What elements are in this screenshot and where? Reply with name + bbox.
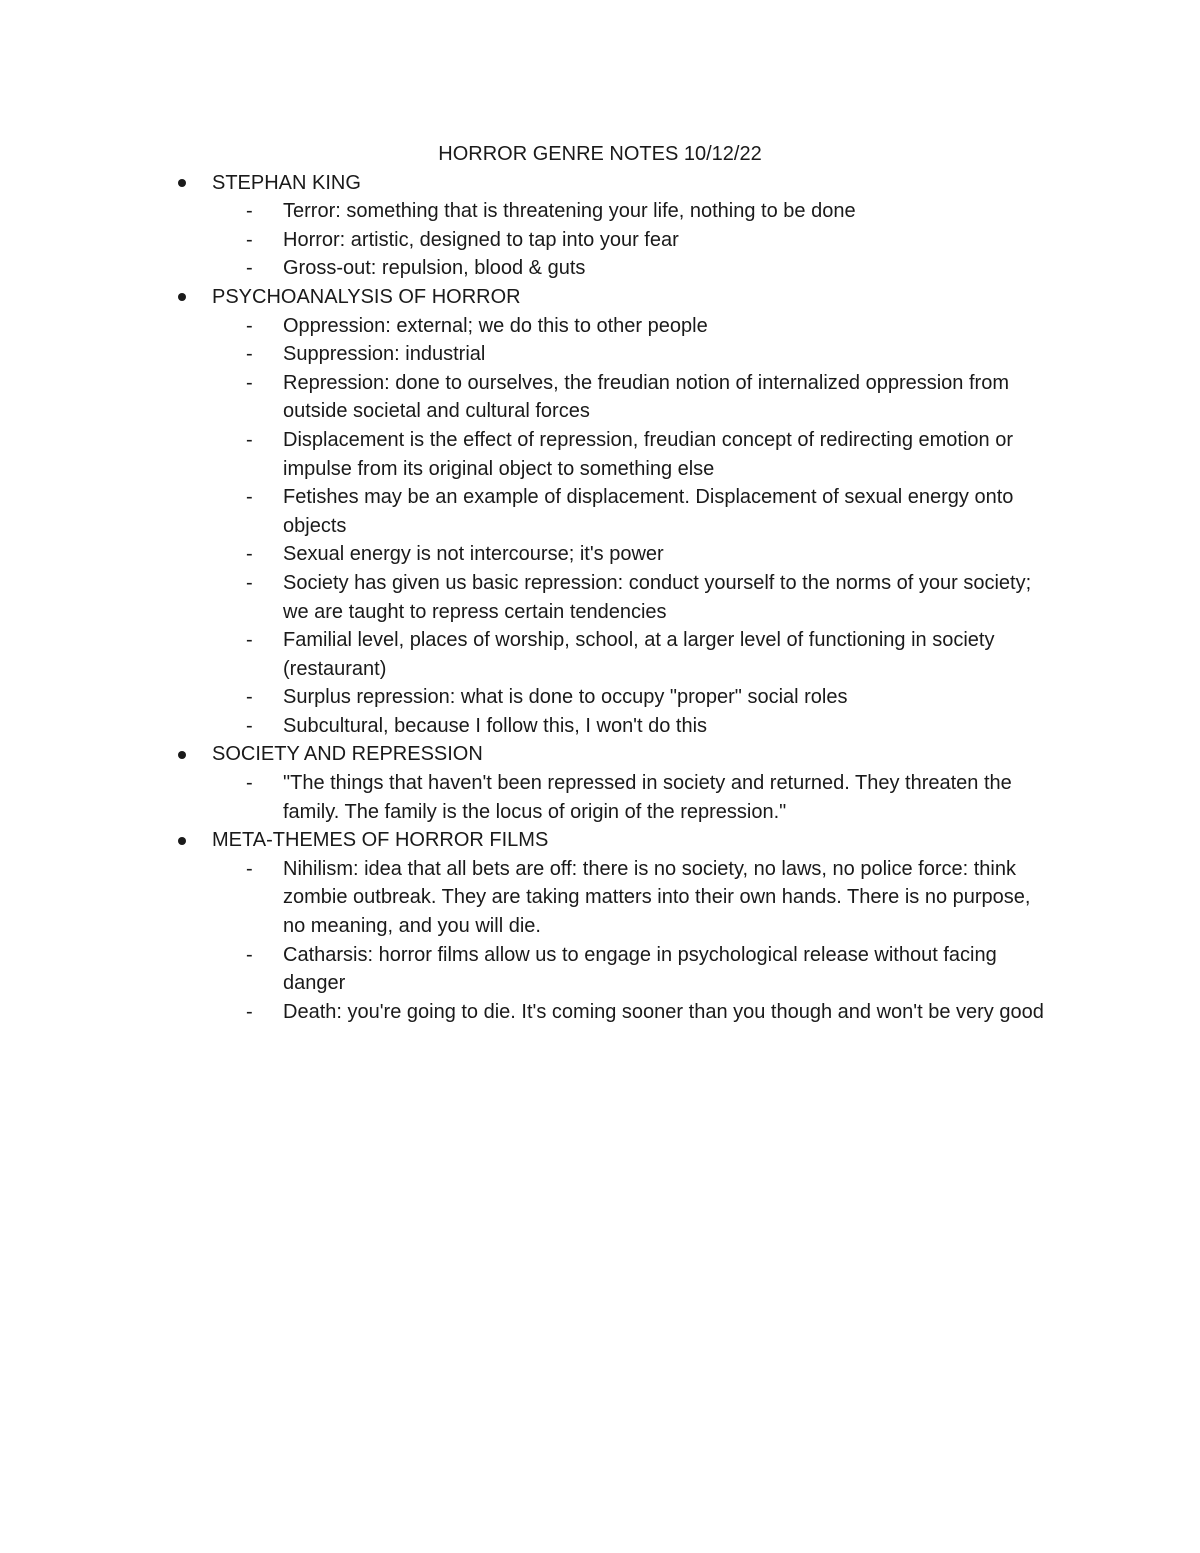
document-title: HORROR GENRE NOTES 10/12/22 — [438, 143, 762, 165]
section-meta-themes — [0, 826, 1200, 1026]
list-item-text: Surplus repression: what is done to occupy "proper" social roles — [283, 686, 848, 709]
list-item — [0, 998, 1058, 1027]
list-item-text: Society has given us basic repression: conduct yourself to the norms of your society; we are taught to repress certain tendencies — [283, 571, 1032, 623]
dash-icon: - — [246, 629, 253, 652]
dash-icon: - — [246, 314, 253, 337]
dash-icon: - — [246, 1000, 253, 1023]
list-item — [0, 712, 1058, 741]
list-item-text: Familial level, places of worship, school, at a larger level of functioning in society (restaurant) — [283, 629, 995, 680]
list-item — [0, 369, 1058, 426]
dash-icon: - — [246, 543, 253, 566]
list-item-text: Repression: done to ourselves, the freudian notion of internalized oppression from outside societal and cultural forces — [283, 371, 1009, 423]
sub-list — [0, 855, 1200, 1027]
dash-icon: - — [246, 371, 253, 394]
section-psychoanalysis — [0, 283, 1200, 741]
list-item — [0, 197, 1058, 226]
section-heading-text: META-THEMES OF HORROR FILMS — [212, 829, 549, 852]
list-item — [0, 254, 1058, 283]
section-heading — [0, 740, 1200, 769]
section-stephan-king — [0, 169, 1200, 283]
notes-outline — [0, 169, 1200, 1027]
sub-list — [0, 312, 1200, 741]
section-heading-text: STEPHAN KING — [212, 171, 361, 194]
list-item — [0, 569, 1058, 626]
list-item — [0, 483, 1058, 540]
list-item-text: Terror: something that is threatening your life, nothing to be done — [283, 200, 856, 223]
list-item-text: Horror: artistic, designed to tap into your fear — [283, 228, 679, 251]
list-item-text: Subcultural, because I follow this, I won't do this — [283, 714, 708, 737]
dash-icon: - — [246, 772, 253, 795]
section-heading-text: SOCIETY AND REPRESSION — [212, 743, 483, 766]
dash-icon: - — [246, 228, 253, 251]
bullet-icon — [178, 293, 186, 301]
list-item — [0, 941, 1058, 998]
list-item — [0, 683, 1058, 712]
list-item — [0, 426, 1058, 483]
dash-icon: - — [246, 257, 253, 280]
list-item — [0, 626, 1058, 683]
list-item-text: "The things that haven't been repressed in society and returned. They threaten the family. The family is the locus of origin of the repression." — [283, 772, 1012, 823]
bullet-icon — [178, 837, 186, 845]
list-item-text: Suppression: industrial — [283, 343, 486, 366]
dash-icon: - — [246, 857, 253, 880]
dash-icon: - — [246, 686, 253, 709]
section-heading-text: PSYCHOANALYSIS OF HORROR — [212, 285, 521, 308]
list-item-text: Displacement is the effect of repression, freudian concept of redirecting emotion or impulse from its original object to something else — [283, 428, 1014, 480]
list-item-text: Nihilism: idea that all bets are off: there is no society, no laws, no police force: think zombie outbreak. They are taking matters into their own hands. There is no purpose, no meaning, and you will die. — [283, 857, 1031, 938]
dash-icon: - — [246, 943, 253, 966]
section-heading — [0, 169, 1200, 198]
list-item — [0, 540, 1058, 569]
list-item — [0, 340, 1058, 369]
list-item — [0, 226, 1058, 255]
list-item-text: Death: you're going to die. It's coming sooner than you though and won't be very good — [283, 1000, 1044, 1023]
list-item — [0, 769, 1058, 826]
dash-icon: - — [246, 486, 253, 509]
sub-list — [0, 197, 1200, 283]
list-item-text: Sexual energy is not intercourse; it's power — [283, 543, 664, 566]
sub-list — [0, 769, 1200, 826]
dash-icon: - — [246, 571, 253, 594]
dash-icon: - — [246, 714, 253, 737]
list-item-text: Oppression: external; we do this to other people — [283, 314, 708, 337]
dash-icon: - — [246, 428, 253, 451]
section-society-and-repression — [0, 740, 1200, 826]
bullet-icon — [178, 179, 186, 187]
list-item-text: Gross-out: repulsion, blood & guts — [283, 257, 586, 280]
list-item — [0, 855, 1058, 941]
section-heading — [0, 826, 1200, 855]
list-item-text: Fetishes may be an example of displacement. Displacement of sexual energy onto objects — [283, 486, 1014, 537]
dash-icon: - — [246, 200, 253, 223]
list-item-text: Catharsis: horror films allow us to engage in psychological release without facing danger — [283, 943, 997, 995]
section-heading — [0, 283, 1200, 312]
dash-icon: - — [246, 343, 253, 366]
bullet-icon — [178, 751, 186, 759]
list-item — [0, 312, 1058, 341]
